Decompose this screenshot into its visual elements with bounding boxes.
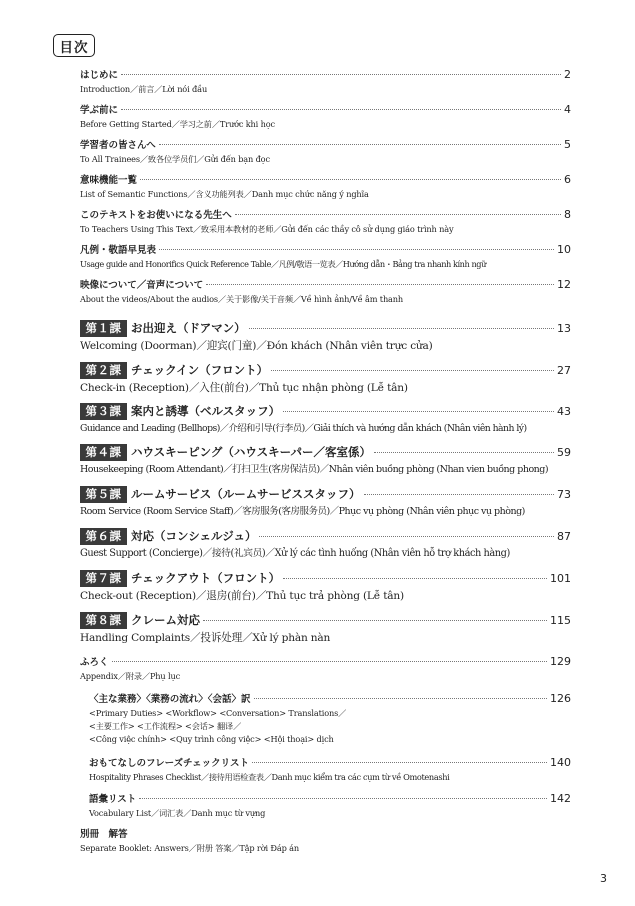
- leader-dots: [259, 536, 554, 537]
- entry-page: 8: [564, 208, 571, 221]
- leader-dots: [249, 328, 554, 329]
- lesson-translation: Guidance and Leading (Bellhops)／介绍和引导(行李员)／Giải thích và hướng dẫn khách (Nhân viên hành lý): [80, 423, 527, 434]
- lesson-translation: Check-in (Reception)／入住(前台)／Thủ tục nhận phòng (Lễ tân): [80, 382, 408, 394]
- toc-entry-videos-audios[interactable]: [80, 278, 571, 305]
- lesson-badge: 第２課: [80, 362, 127, 379]
- leader-dots: [252, 762, 547, 763]
- entry-page: 129: [550, 655, 571, 668]
- toc-lesson-2[interactable]: [80, 362, 571, 395]
- lesson-translation: Housekeeping (Room Attendant)／打扫卫生(客房保洁员)／Nhân viên buồng phòng (Nhan vien buồng phong): [80, 464, 549, 475]
- lesson-badge: 第６課: [80, 528, 127, 545]
- entry-title: 凡例・敬語早見表: [80, 245, 157, 256]
- toc-entry-trainees[interactable]: [80, 138, 571, 165]
- lesson-page: 87: [557, 530, 571, 543]
- entry-title: ふろく: [80, 657, 109, 668]
- toc-entry-introduction[interactable]: [80, 68, 571, 95]
- leader-dots: [159, 249, 554, 250]
- toc-entry-separate-booklet[interactable]: [80, 828, 571, 854]
- toc-entry-usage-guide[interactable]: [80, 243, 571, 270]
- lesson-badge: 第８課: [80, 612, 127, 629]
- entry-title: 映像について／音声について: [80, 280, 204, 291]
- lesson-badge: 第４課: [80, 444, 127, 461]
- leader-dots: [121, 74, 561, 75]
- lesson-translation: Guest Support (Concierge)／接待(礼宾员)／Xử lý các tình huống (Nhân viên hỗ trợ khách hàng): [80, 548, 510, 559]
- entry-title: 学習者の皆さんへ: [80, 140, 156, 151]
- toc-entry-teachers[interactable]: [80, 208, 571, 235]
- toc-entry-phrase-checklist[interactable]: [89, 756, 571, 783]
- page-number: 3: [600, 872, 607, 885]
- entry-translation: About the videos/About the audios／关于影像/关于音频／Về hình ảnh/Về âm thanh: [80, 294, 404, 304]
- toc-entry-semantic-functions[interactable]: [80, 173, 571, 200]
- entry-page: 4: [564, 103, 571, 116]
- lesson-page: 115: [550, 614, 571, 627]
- toc-heading: 目次: [53, 34, 95, 57]
- leader-dots: [283, 411, 554, 412]
- entry-title: 別冊 解答: [80, 829, 128, 840]
- entry-title: はじめに: [80, 70, 119, 81]
- lesson-title: チェックイン（フロント）: [131, 363, 269, 377]
- toc-entry-before-started[interactable]: [80, 103, 571, 130]
- entry-translation: List of Semantic Functions／含义功能列表／Danh mục chức năng ý nghĩa: [80, 189, 369, 199]
- toc-lesson-1[interactable]: [80, 320, 571, 353]
- leader-dots: [121, 109, 561, 110]
- toc-entry-translations[interactable]: [89, 692, 571, 745]
- leader-dots: [139, 798, 547, 799]
- entry-title: 語彙リスト: [89, 794, 137, 805]
- entry-page: 126: [550, 692, 571, 705]
- entry-translation-line: Vocabulary List／词汇表／Danh mục từ vựng: [89, 808, 266, 818]
- lesson-badge: 第７課: [80, 570, 127, 587]
- lesson-translation: Handling Complaints／投诉处理／Xử lý phàn nàn: [80, 632, 331, 644]
- entry-translation-line: <主要工作> <工作流程> <会话> 翻译／: [89, 721, 242, 731]
- leader-dots: [283, 578, 547, 579]
- entry-translation: Usage guide and Honorifics Quick Reference Table／凡例/敬语一览表／Hướng dẫn・Bảng tra nhanh kính ngữ: [80, 259, 486, 269]
- lesson-title: ルームサービス（ルームサービススタッフ）: [131, 487, 361, 501]
- entry-title: 学ぶ前に: [80, 105, 119, 116]
- toc-lesson-6[interactable]: [80, 528, 571, 561]
- entry-title: 意味機能一覧: [80, 175, 138, 186]
- lesson-title: ハウスキーピング（ハウスキーパー／客室係）: [131, 445, 372, 459]
- leader-dots: [140, 179, 561, 180]
- leader-dots: [112, 661, 547, 662]
- toc-lesson-3[interactable]: [80, 403, 571, 436]
- lesson-title: チェックアウト（フロント）: [131, 571, 281, 585]
- entry-translation: Before Getting Started／学习之前／Trước khi học: [80, 119, 275, 129]
- toc-entry-vocabulary[interactable]: [89, 792, 571, 819]
- entry-title: 〈主な業務〉〈業務の流れ〉〈会話〉訳: [89, 694, 251, 705]
- leader-dots: [235, 214, 561, 215]
- entry-page: 12: [557, 278, 571, 291]
- entry-translation: Introduction／前言／Lời nói đầu: [80, 84, 208, 94]
- toc-lesson-5[interactable]: [80, 486, 571, 519]
- entry-page: 2: [564, 68, 571, 81]
- entry-translation: Separate Booklet: Answers／附册 答案／Tập rời Đáp án: [80, 843, 299, 853]
- lesson-translation: Welcoming (Doorman)／迎宾(门童)／Đón khách (Nhân viên trực cửa): [80, 340, 433, 352]
- lesson-page: 59: [557, 446, 571, 459]
- lesson-title: お出迎え（ドアマン）: [131, 321, 246, 335]
- lesson-page: 27: [557, 364, 571, 377]
- toc-lesson-8[interactable]: [80, 612, 571, 645]
- leader-dots: [159, 144, 561, 145]
- toc-entry-appendix[interactable]: [80, 655, 571, 682]
- leader-dots: [364, 494, 554, 495]
- entry-translation-line: <Công việc chính> <Quy trình công việc> <Hội thoại> dịch: [89, 734, 334, 744]
- entry-translation-line: <Primary Duties> <Workflow> <Conversation> Translations／: [89, 708, 347, 718]
- entry-page: 10: [557, 243, 571, 256]
- entry-page: 6: [564, 173, 571, 186]
- lesson-title: クレーム対応: [131, 613, 200, 627]
- entry-translation-line: Hospitality Phrases Checklist／接待用语检查表／Danh mục kiểm tra các cụm từ về Omotenashi: [89, 772, 450, 782]
- lesson-page: 13: [557, 322, 571, 335]
- entry-title: このテキストをお使いになる先生へ: [80, 210, 232, 221]
- lesson-title: 対応（コンシェルジュ）: [131, 529, 257, 543]
- leader-dots: [206, 284, 554, 285]
- lesson-badge: 第５課: [80, 486, 127, 503]
- toc-lesson-7[interactable]: [80, 570, 571, 603]
- lesson-translation: Room Service (Room Service Staff)／客房服务(客房服务员)／Phục vụ phòng (Nhân viên phục vụ phòng): [80, 506, 525, 517]
- lesson-translation: Check-out (Reception)／退房(前台)／Thủ tục trả phòng (Lễ tân): [80, 590, 404, 602]
- lesson-page: 43: [557, 405, 571, 418]
- leader-dots: [203, 620, 547, 621]
- lesson-badge: 第３課: [80, 403, 127, 420]
- entry-page: 140: [550, 756, 571, 769]
- leader-dots: [374, 452, 554, 453]
- toc-lesson-4[interactable]: [80, 444, 571, 477]
- entry-page: 142: [550, 792, 571, 805]
- lesson-page: 101: [550, 572, 571, 585]
- entry-translation: Appendix／附录／Phụ lục: [80, 671, 181, 681]
- entry-page: 5: [564, 138, 571, 151]
- lesson-page: 73: [557, 488, 571, 501]
- lesson-title: 案内と誘導（ベルスタッフ）: [131, 404, 281, 418]
- leader-dots: [271, 370, 554, 371]
- lesson-badge: 第１課: [80, 320, 127, 337]
- entry-title: おもてなしのフレーズチェックリスト: [89, 758, 249, 769]
- entry-translation: To All Trainees／致各位学员们／Gửi đến bạn đọc: [80, 154, 270, 164]
- leader-dots: [254, 698, 547, 699]
- entry-translation: To Teachers Using This Text／致采用本教材的老师／Gửi đến các thầy cô sử dụng giáo trình này: [80, 224, 454, 234]
